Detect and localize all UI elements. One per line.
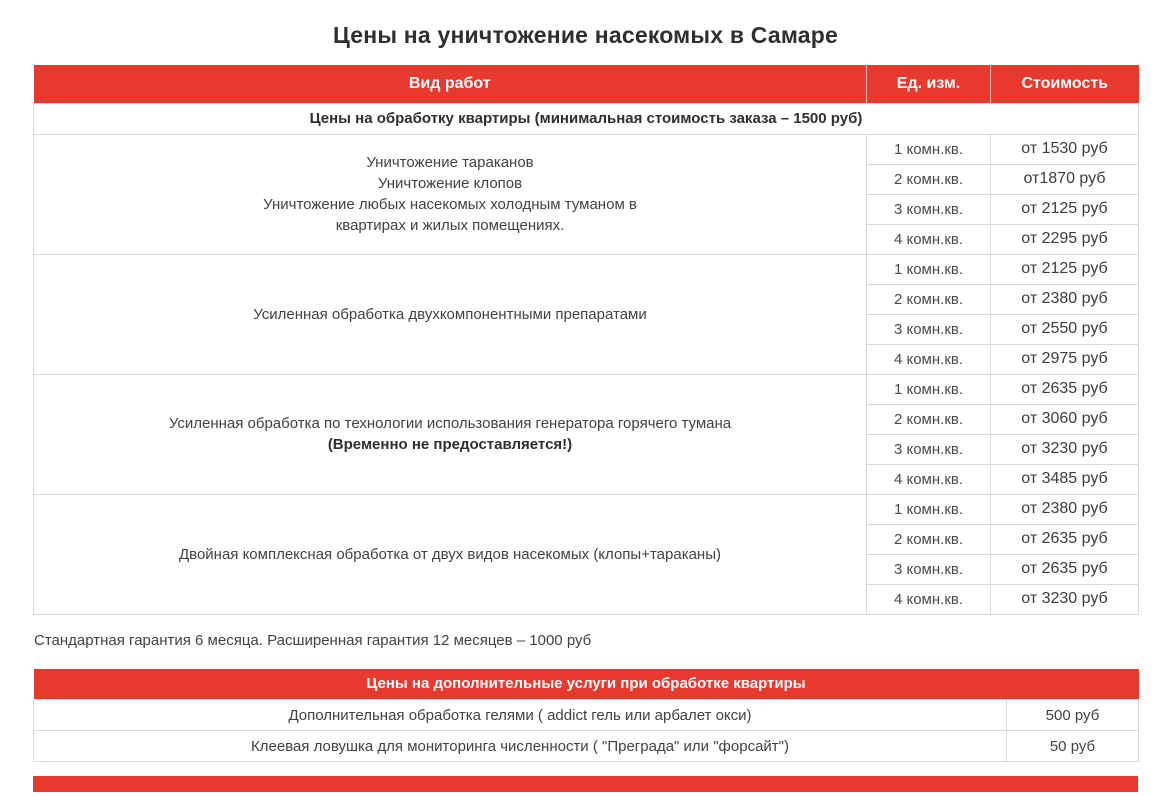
unit-cell: 4 комн.кв. xyxy=(867,344,991,374)
price-cell: от 2295 руб xyxy=(991,224,1139,254)
price-cell: от 2550 руб xyxy=(991,314,1139,344)
service-description-line: Усиленная обработка по технологии использования генератора горячего тумана xyxy=(168,415,732,432)
service-description-cell xyxy=(34,374,867,494)
price-cell: от 3230 руб xyxy=(991,434,1139,464)
service-description-line: Усиленная обработка двухкомпонентными препаратами xyxy=(253,305,647,323)
price-cell: от1870 руб xyxy=(991,164,1139,194)
extras-row xyxy=(34,731,1139,762)
unit-cell: 4 комн.кв. xyxy=(867,224,991,254)
extras-header-row xyxy=(34,669,1139,700)
extras-table-body xyxy=(34,700,1139,762)
unit-cell: 2 комн.кв. xyxy=(867,524,991,554)
unit-cell: 2 комн.кв. xyxy=(867,404,991,434)
main-table-body xyxy=(34,103,1139,614)
column-header-cost: Стоимость xyxy=(991,65,1139,103)
service-description-cell xyxy=(34,254,867,374)
price-cell: от 3230 руб xyxy=(991,584,1139,614)
unit-cell: 3 комн.кв. xyxy=(867,554,991,584)
price-cell: от 3485 руб xyxy=(991,464,1139,494)
price-cell: от 2125 руб xyxy=(991,254,1139,284)
price-cell: от 2380 руб xyxy=(991,494,1139,524)
extras-row xyxy=(34,700,1139,731)
price-row xyxy=(34,494,1139,524)
cropped-next-table-header-bar xyxy=(33,776,1138,792)
price-row xyxy=(34,254,1139,284)
price-cell: от 2975 руб xyxy=(991,344,1139,374)
service-description-line: квартирах и жилых помещениях. xyxy=(335,217,565,234)
price-cell: от 2635 руб xyxy=(991,374,1139,404)
price-cell: от 3060 руб xyxy=(991,404,1139,434)
extras-header-text: Цены на дополнительные услуги при обработке квартиры xyxy=(34,669,1139,700)
unit-cell: 1 комн.кв. xyxy=(867,134,991,164)
price-cell: от 2380 руб xyxy=(991,284,1139,314)
price-row xyxy=(34,134,1139,164)
unit-cell: 1 комн.кв. xyxy=(867,494,991,524)
guarantee-note: Стандартная гарантия 6 месяца. Расширенная гарантия 12 месяцев – 1000 руб xyxy=(34,631,592,649)
extras-price-cell: 50 руб xyxy=(1007,731,1139,762)
service-description-line: Двойная комплексная обработка от двух видов насекомых (клопы+тараканы) xyxy=(178,545,721,563)
extras-service-cell: Дополнительная обработка гелями ( addict гель или арбалет окси) xyxy=(34,700,1007,731)
page-title: Цены на уничтожение насекомых в Самаре xyxy=(333,22,838,48)
price-row xyxy=(34,374,1139,404)
section-header-row xyxy=(34,103,1139,134)
service-description-line: Уничтожение тараканов xyxy=(366,154,534,171)
extras-price-cell: 500 руб xyxy=(1007,700,1139,731)
section-header-text: Цены на обработку квартиры (минимальная стоимость заказа – 1500 руб) xyxy=(34,103,1139,134)
service-description-cell xyxy=(34,134,867,254)
unit-cell: 3 комн.кв. xyxy=(867,434,991,464)
main-table-header xyxy=(34,65,1139,103)
service-description-line: Уничтожение любых насекомых холодным туманом в xyxy=(263,196,637,213)
unit-cell: 4 комн.кв. xyxy=(867,464,991,494)
unit-cell: 3 комн.кв. xyxy=(867,194,991,224)
price-cell: от 1530 руб xyxy=(991,134,1139,164)
price-cell: от 2635 руб xyxy=(991,554,1139,584)
price-cell: от 2125 руб xyxy=(991,194,1139,224)
content-container xyxy=(33,0,1138,792)
service-description-line: Уничтожение клопов xyxy=(377,175,523,192)
unit-cell: 4 комн.кв. xyxy=(867,584,991,614)
extras-table-header xyxy=(34,669,1139,700)
main-price-table xyxy=(33,65,1139,615)
unit-cell: 3 комн.кв. xyxy=(867,314,991,344)
column-header-unit: Ед. изм. xyxy=(867,65,991,103)
unit-cell: 1 комн.кв. xyxy=(867,374,991,404)
unit-cell: 2 комн.кв. xyxy=(867,284,991,314)
header-row xyxy=(34,65,1139,103)
unit-cell: 1 комн.кв. xyxy=(867,254,991,284)
extras-price-table xyxy=(33,669,1139,763)
service-unavailable-note: (Временно не предоставляется!) xyxy=(327,436,573,453)
column-header-work-type: Вид работ xyxy=(34,65,867,103)
extras-service-cell: Клеевая ловушка для мониторинга численности ( "Преграда" или "форсайт") xyxy=(34,731,1007,762)
price-cell: от 2635 руб xyxy=(991,524,1139,554)
service-description-cell xyxy=(34,494,867,614)
unit-cell: 2 комн.кв. xyxy=(867,164,991,194)
